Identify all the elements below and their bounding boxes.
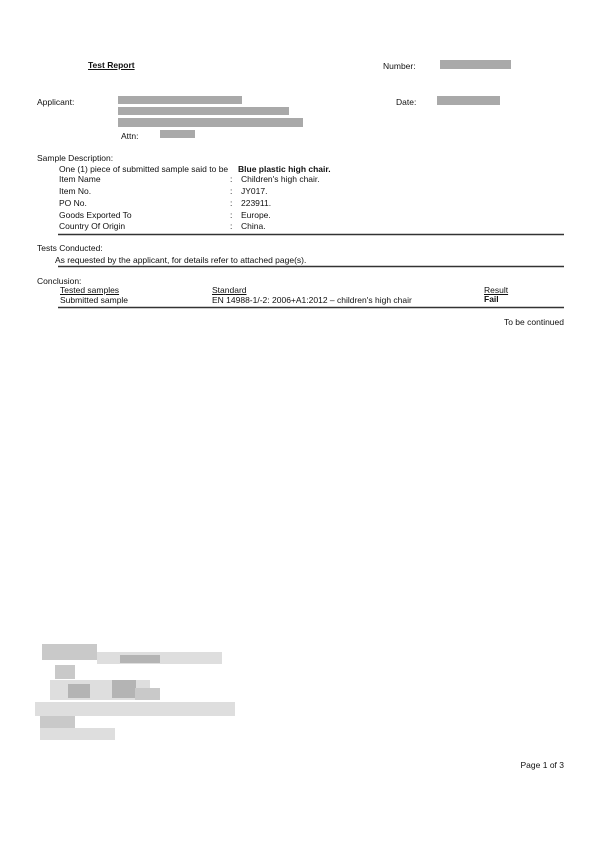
conclusion-result: Fail: [484, 294, 499, 304]
date-label: Date:: [396, 97, 417, 107]
row-label: Country Of Origin: [59, 221, 126, 231]
col-standard: Standard: [212, 285, 247, 295]
number-label: Number:: [383, 61, 416, 71]
row-value: Children's high chair.: [241, 174, 320, 184]
redacted-applicant-line-3: [118, 118, 303, 127]
row-label: Goods Exported To: [59, 210, 132, 220]
divider-stars: [58, 233, 564, 236]
divider-stars: [58, 306, 564, 309]
row-separator: :: [230, 198, 233, 208]
col-result: Result: [484, 285, 509, 295]
blur-block: [55, 665, 75, 679]
col-tested-samples: Tested samples: [60, 285, 120, 295]
row-label: Item Name: [59, 174, 101, 184]
blur-block: [40, 728, 115, 740]
blur-block: [135, 688, 160, 700]
conclusion-sample: Submitted sample: [60, 295, 129, 305]
redacted-applicant-line-1: [118, 96, 242, 104]
redacted-attn: [160, 130, 195, 138]
conclusion-standard: EN 14988-1/-2: 2006+A1:2012 – children's high chair: [212, 295, 412, 305]
sample-intro-value: Blue plastic high chair.: [238, 164, 331, 174]
row-separator: :: [230, 174, 233, 184]
redacted-date: [437, 96, 500, 105]
sample-heading: Sample Description:: [37, 153, 114, 163]
divider-stars: [58, 265, 564, 268]
tests-text: As requested by the applicant, for details refer to attached page(s).: [55, 255, 307, 265]
row-value: Europe.: [241, 210, 271, 220]
conclusion-heading: Conclusion:: [37, 276, 82, 286]
row-separator: :: [230, 221, 233, 231]
blur-block: [68, 684, 90, 698]
to-be-continued: To be continued: [503, 317, 564, 327]
blur-block: [42, 644, 97, 660]
row-label: Item No.: [59, 186, 92, 196]
blur-block: [112, 680, 136, 698]
row-separator: :: [230, 210, 233, 220]
redacted-applicant-line-2: [118, 107, 289, 115]
blur-block: [35, 702, 235, 716]
report-title: Test Report: [88, 60, 135, 70]
page-number: Page 1 of 3: [520, 760, 564, 770]
sample-intro: One (1) piece of submitted sample said to be: [59, 164, 229, 174]
attn-label: Attn:: [121, 131, 139, 141]
applicant-label: Applicant:: [37, 97, 75, 107]
redacted-number: [440, 60, 511, 69]
row-label: PO No.: [59, 198, 87, 208]
row-value: 223911.: [241, 198, 272, 208]
blur-block: [120, 655, 160, 663]
tests-heading: Tests Conducted:: [37, 243, 103, 253]
row-value: China.: [241, 221, 266, 231]
row-separator: :: [230, 186, 233, 196]
row-value: JY017.: [241, 186, 268, 196]
